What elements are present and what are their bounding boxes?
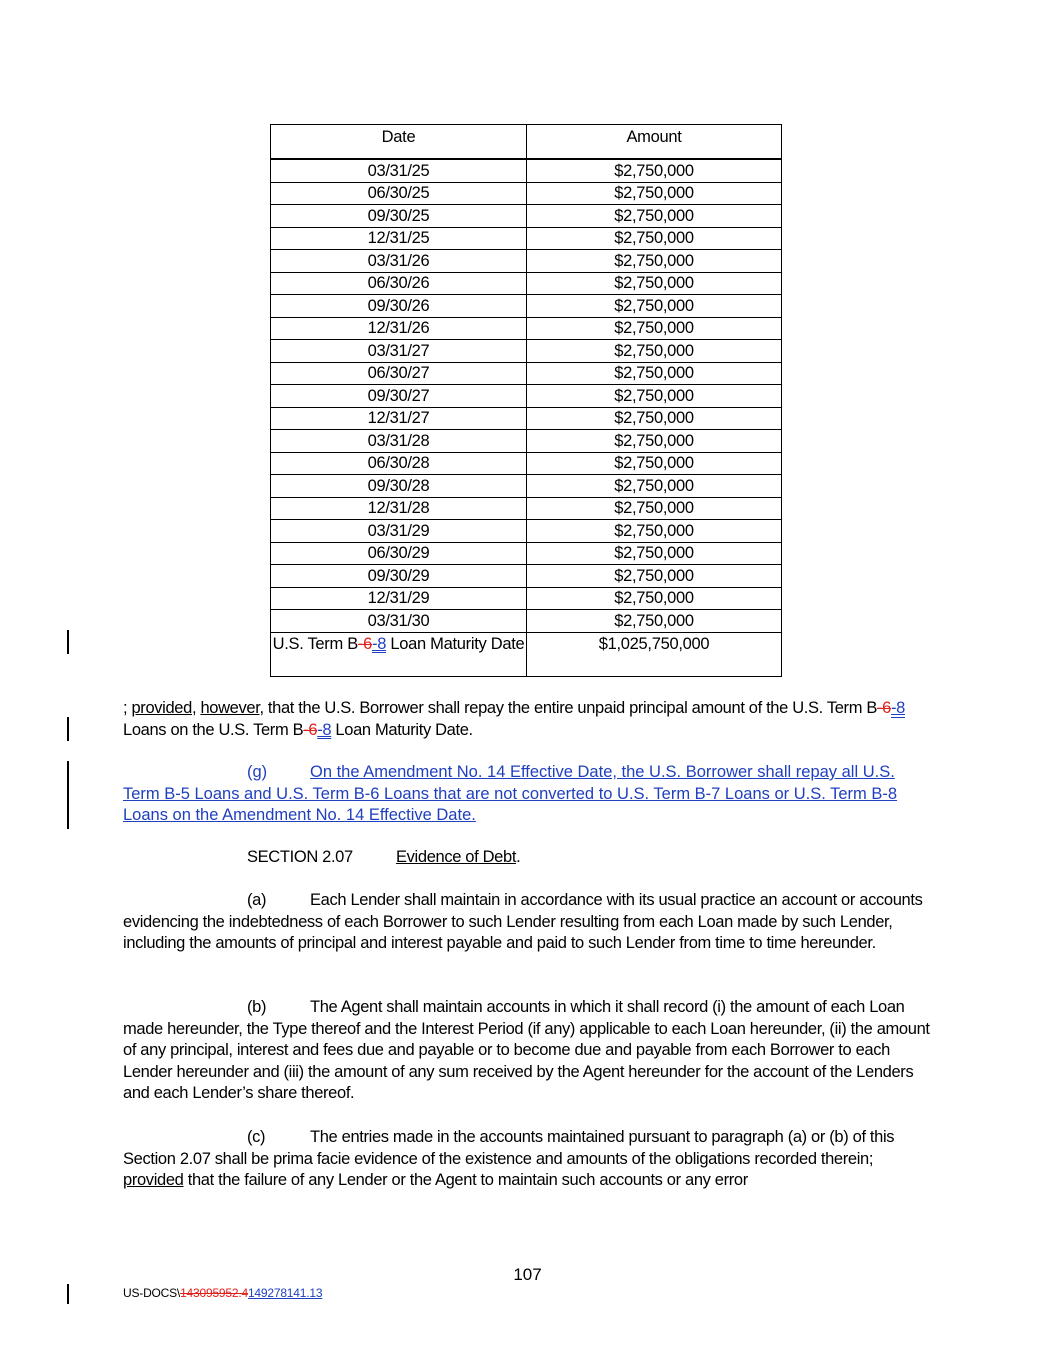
date-cell: 09/30/27 <box>271 385 527 408</box>
paragraph-label: (c) <box>247 1128 266 1146</box>
date-cell: 03/31/26 <box>271 250 527 273</box>
date-cell: 06/30/26 <box>271 272 527 295</box>
amount-column-header: Amount <box>527 125 782 160</box>
change-bar <box>67 630 69 654</box>
table-header-row <box>271 125 782 160</box>
table-row <box>271 407 782 430</box>
paragraph-a: (a) Each Lender shall maintain in accordance with its usual practice an account or accounts evidencing the indebtedness of each Borrower to such Lender resulting from each Loan made by such Lender, including the amounts of principal and interest payable and paid to such Lender from time to time hereunder. <box>123 891 923 952</box>
date-column-header: Date <box>271 125 527 160</box>
amount-cell: $2,750,000 <box>527 385 782 408</box>
amount-cell: $2,750,000 <box>527 295 782 318</box>
amount-cell: $2,750,000 <box>527 205 782 228</box>
amount-cell: $2,750,000 <box>527 542 782 565</box>
table-row <box>271 317 782 340</box>
inserted-text: -8 <box>372 634 387 653</box>
table-row <box>271 205 782 228</box>
date-cell: 12/31/29 <box>271 587 527 610</box>
date-cell: 09/30/28 <box>271 475 527 498</box>
deleted-text: -6 <box>876 699 891 717</box>
table-row <box>271 182 782 205</box>
date-cell: 12/31/27 <box>271 407 527 430</box>
table-row <box>271 159 782 182</box>
date-cell: 03/31/29 <box>271 520 527 543</box>
amount-cell: $2,750,000 <box>527 430 782 453</box>
date-cell: 06/30/29 <box>271 542 527 565</box>
amount-cell: $2,750,000 <box>527 565 782 588</box>
deleted-text: -6 <box>303 720 318 739</box>
amount-cell: $2,750,000 <box>527 475 782 498</box>
amount-cell: $2,750,000 <box>527 250 782 273</box>
inserted-text: -8 <box>890 699 905 717</box>
date-cell: 09/30/26 <box>271 295 527 318</box>
amount-cell: $2,750,000 <box>527 452 782 475</box>
date-cell: 12/31/26 <box>271 317 527 340</box>
table-row <box>271 587 782 610</box>
amount-cell: $2,750,000 <box>527 317 782 340</box>
inserted-text: -8 <box>317 720 332 739</box>
date-cell: 06/30/27 <box>271 362 527 385</box>
maturity-amount-cell: $1,025,750,000 <box>527 632 782 676</box>
maturity-row <box>271 632 782 676</box>
inserted-text: 149278141.13 <box>247 1286 323 1300</box>
table-row <box>271 542 782 565</box>
amount-cell: $2,750,000 <box>527 159 782 182</box>
proviso-paragraph: ; provided, however, that the U.S. Borrower shall repay the entire unpaid principal amount of the U.S. Term B-6-8 Loans on the U.S. Term B-6-8 Loan Maturity Date. <box>123 699 905 739</box>
date-cell: 09/30/25 <box>271 205 527 228</box>
amount-cell: $2,750,000 <box>527 362 782 385</box>
change-bar <box>67 717 69 741</box>
maturity-date-cell: U.S. Term B-6-8 Loan Maturity Date <box>271 632 527 676</box>
date-cell: 03/31/28 <box>271 430 527 453</box>
payment-schedule-table <box>270 124 782 677</box>
table-row <box>271 475 782 498</box>
table-row <box>271 385 782 408</box>
paragraph-label: (a) <box>247 891 267 909</box>
amount-cell: $2,750,000 <box>527 610 782 633</box>
section-heading: SECTION 2.07 Evidence of Debt. <box>123 847 933 869</box>
amount-cell: $2,750,000 <box>527 340 782 363</box>
date-cell: 03/31/27 <box>271 340 527 363</box>
section-title: Evidence of Debt <box>396 848 517 866</box>
table-row <box>271 362 782 385</box>
table-body <box>271 159 782 676</box>
paragraph-b: (b) The Agent shall maintain accounts in which it shall record (i) the amount of each Loan made hereunder, the Type thereof and the Interest Period (if any) applicable to each Loan hereunder, (ii) the amount of any principal, interest and fees due and payable or to become due and payable from each Borrower to each Lender hereunder and (iii) the amount of any sum received by the Agent hereunder for the account of the Lenders and each Lender’s share thereof. <box>123 998 930 1102</box>
amount-cell: $2,750,000 <box>527 587 782 610</box>
amount-cell: $2,750,000 <box>527 182 782 205</box>
page-number: 107 <box>513 1265 542 1284</box>
date-cell: 06/30/25 <box>271 182 527 205</box>
table-row <box>271 295 782 318</box>
table-row <box>271 565 782 588</box>
deleted-text: 143095952.4 <box>180 1286 248 1300</box>
section-number: SECTION 2.07 <box>247 848 353 866</box>
amount-cell: $2,750,000 <box>527 272 782 295</box>
amount-cell: $2,750,000 <box>527 227 782 250</box>
paragraph-label: (g) <box>247 763 268 781</box>
table-row <box>271 272 782 295</box>
table-row <box>271 520 782 543</box>
table-row <box>271 227 782 250</box>
table-row <box>271 430 782 453</box>
date-cell: 03/31/30 <box>271 610 527 633</box>
date-cell: 06/30/28 <box>271 452 527 475</box>
date-cell: 03/31/25 <box>271 159 527 182</box>
deleted-text: -6 <box>357 634 373 653</box>
amount-cell: $2,750,000 <box>527 497 782 520</box>
paragraph-label: (b) <box>247 998 267 1016</box>
change-bar <box>67 1284 69 1304</box>
table-row <box>271 452 782 475</box>
table-row <box>271 250 782 273</box>
date-cell: 09/30/29 <box>271 565 527 588</box>
change-bar <box>67 761 69 829</box>
amount-cell: $2,750,000 <box>527 520 782 543</box>
table-row <box>271 610 782 633</box>
table-row <box>271 497 782 520</box>
document-footer-id: US-DOCS\143095952.4149278141.13 <box>123 1286 323 1300</box>
date-cell: 12/31/25 <box>271 227 527 250</box>
date-cell: 12/31/28 <box>271 497 527 520</box>
amount-cell: $2,750,000 <box>527 407 782 430</box>
paragraph-c: (c) The entries made in the accounts maintained pursuant to paragraph (a) or (b) of this Section 2.07 shall be prima facie evidence of the existence and amounts of the obligations recorded therein; provided that the failure of any Lender or the Agent to maintain such accounts or any error <box>123 1128 895 1189</box>
inserted-paragraph-g: (g) On the Amendment No. 14 Effective Date, the U.S. Borrower shall repay all U.S. Term B-5 Loans and U.S. Term B-6 Loans that are not converted to U.S. Term B-7 Loans or U.S. Term B-8 Loans on the Amendment No. 14 Effective Date. <box>123 763 898 824</box>
table-row <box>271 340 782 363</box>
